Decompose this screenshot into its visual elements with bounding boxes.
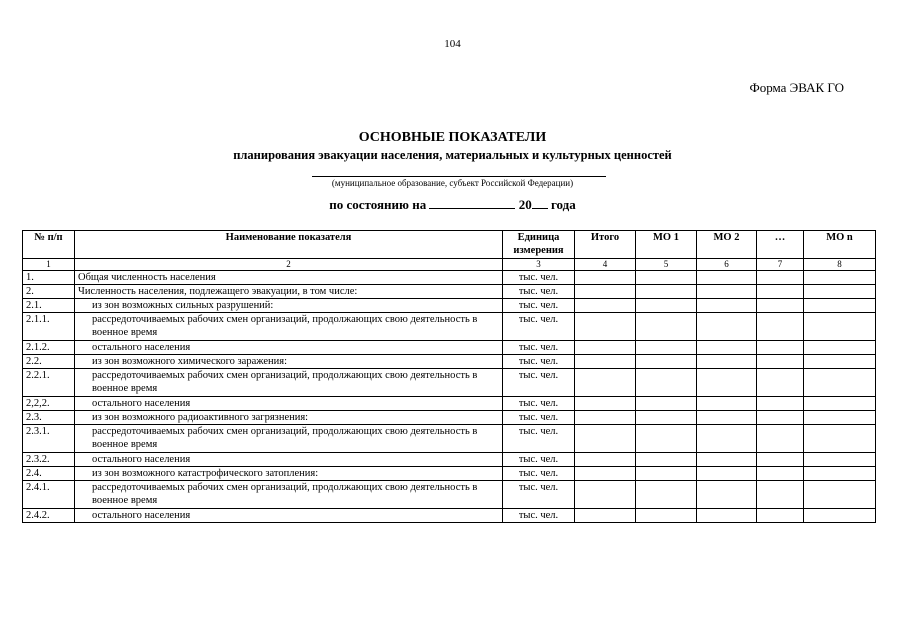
document-title: ОСНОВНЫЕ ПОКАЗАТЕЛИ — [358, 130, 547, 145]
value-cell — [636, 481, 697, 509]
value-cell — [636, 285, 697, 299]
indicator-name: Общая численность населения — [75, 271, 503, 285]
value-cell — [757, 313, 804, 341]
row-number: 2.2. — [23, 355, 75, 369]
row-number: 2.1. — [23, 299, 75, 313]
date-blank — [429, 198, 515, 209]
table-row — [23, 425, 876, 453]
value-cell — [804, 355, 876, 369]
value-cell — [697, 453, 757, 467]
value-cell — [697, 355, 757, 369]
column-number-row — [23, 259, 876, 271]
unit-cell: тыс. чел. — [503, 285, 575, 299]
value-cell — [575, 453, 636, 467]
value-cell — [575, 285, 636, 299]
unit-cell: тыс. чел. — [503, 481, 575, 509]
indicator-name: остального населения — [75, 453, 503, 467]
value-cell — [757, 411, 804, 425]
row-number: 2.2.1. — [23, 369, 75, 397]
row-number: 2.1.2. — [23, 341, 75, 355]
indicator-name: остального населения — [75, 341, 503, 355]
value-cell — [697, 341, 757, 355]
indicator-name: остального населения — [75, 509, 503, 523]
unit-cell: тыс. чел. — [503, 425, 575, 453]
value-cell — [636, 453, 697, 467]
column-number: 6 — [697, 259, 757, 271]
table-row — [23, 453, 876, 467]
value-cell — [575, 369, 636, 397]
row-number: 2.3.2. — [23, 453, 75, 467]
value-cell — [804, 467, 876, 481]
value-cell — [757, 509, 804, 523]
table-row — [23, 271, 876, 285]
unit-cell: тыс. чел. — [503, 299, 575, 313]
value-cell — [757, 355, 804, 369]
value-cell — [697, 271, 757, 285]
row-number: 2. — [23, 285, 75, 299]
unit-cell: тыс. чел. — [503, 411, 575, 425]
column-number: 8 — [804, 259, 876, 271]
indicator-name: из зон возможного радиоактивного загрязнения: — [75, 411, 503, 425]
value-cell — [804, 271, 876, 285]
value-cell — [804, 313, 876, 341]
value-cell — [575, 425, 636, 453]
value-cell — [575, 271, 636, 285]
indicator-name: из зон возможных сильных разрушений: — [75, 299, 503, 313]
column-number: 7 — [757, 259, 804, 271]
value-cell — [757, 285, 804, 299]
column-number: 5 — [636, 259, 697, 271]
table-header-row — [23, 231, 876, 259]
unit-cell: тыс. чел. — [503, 355, 575, 369]
value-cell — [575, 355, 636, 369]
value-cell — [757, 467, 804, 481]
table-row — [23, 411, 876, 425]
value-cell — [636, 369, 697, 397]
row-number: 2,2,2. — [23, 397, 75, 411]
table-row — [23, 355, 876, 369]
value-cell — [697, 299, 757, 313]
unit-cell: тыс. чел. — [503, 369, 575, 397]
value-cell — [636, 397, 697, 411]
header-cell: № п/п — [23, 231, 75, 259]
table-row — [23, 285, 876, 299]
value-cell — [697, 285, 757, 299]
indicator-name: Численность населения, подлежащего эвакуации, в том числе: — [75, 285, 503, 299]
value-cell — [575, 313, 636, 341]
value-cell — [575, 481, 636, 509]
value-cell — [804, 481, 876, 509]
value-cell — [757, 299, 804, 313]
value-cell — [757, 425, 804, 453]
table-row — [23, 299, 876, 313]
value-cell — [804, 453, 876, 467]
column-number: 1 — [23, 259, 75, 271]
value-cell — [575, 467, 636, 481]
value-cell — [575, 411, 636, 425]
table-row — [23, 397, 876, 411]
row-number: 2.3.1. — [23, 425, 75, 453]
value-cell — [575, 509, 636, 523]
value-cell — [636, 313, 697, 341]
header-cell: … — [757, 231, 804, 259]
unit-cell: тыс. чел. — [503, 397, 575, 411]
value-cell — [804, 397, 876, 411]
unit-cell: тыс. чел. — [503, 453, 575, 467]
value-cell — [757, 397, 804, 411]
value-cell — [804, 341, 876, 355]
row-number: 1. — [23, 271, 75, 285]
value-cell — [575, 397, 636, 411]
value-cell — [636, 271, 697, 285]
page-number: 104 — [444, 38, 461, 50]
unit-cell: тыс. чел. — [503, 341, 575, 355]
table-row — [23, 467, 876, 481]
table-row — [23, 341, 876, 355]
date-prefix: по состоянию на — [329, 197, 427, 212]
date-line — [0, 197, 905, 213]
value-cell — [804, 369, 876, 397]
header-cell: Единица измерения — [503, 231, 575, 259]
unit-cell: тыс. чел. — [503, 509, 575, 523]
value-cell — [804, 509, 876, 523]
form-code: Форма ЭВАК ГО — [749, 80, 844, 95]
value-cell — [697, 481, 757, 509]
year-blank — [532, 198, 548, 209]
value-cell — [804, 411, 876, 425]
date-suffix: года — [550, 197, 576, 212]
table-row — [23, 481, 876, 509]
header-cell: МО 1 — [636, 231, 697, 259]
value-cell — [804, 425, 876, 453]
value-cell — [697, 509, 757, 523]
year-prefix: 20 — [518, 197, 532, 212]
table-row — [23, 369, 876, 397]
value-cell — [757, 369, 804, 397]
value-cell — [757, 271, 804, 285]
municipality-caption: (муниципальное образование, субъект Российской Федерации) — [331, 178, 574, 188]
value-cell — [636, 509, 697, 523]
header-cell: Итого — [575, 231, 636, 259]
unit-cell: тыс. чел. — [503, 271, 575, 285]
table-row — [23, 509, 876, 523]
value-cell — [697, 313, 757, 341]
value-cell — [636, 341, 697, 355]
row-number: 2.4.2. — [23, 509, 75, 523]
indicator-name: из зон возможного химического заражения: — [75, 355, 503, 369]
header-cell: Наименование показателя — [75, 231, 503, 259]
indicator-name: рассредоточиваемых рабочих смен организаций, продолжающих свою деятельность в военное время — [75, 369, 503, 397]
value-cell — [804, 285, 876, 299]
value-cell — [575, 299, 636, 313]
value-cell — [757, 341, 804, 355]
indicator-name: из зон возможного катастрофического затопления: — [75, 467, 503, 481]
unit-cell: тыс. чел. — [503, 467, 575, 481]
row-number: 2.3. — [23, 411, 75, 425]
value-cell — [697, 397, 757, 411]
value-cell — [697, 369, 757, 397]
indicator-name: остального населения — [75, 397, 503, 411]
value-cell — [575, 341, 636, 355]
value-cell — [636, 425, 697, 453]
row-number: 2.4. — [23, 467, 75, 481]
value-cell — [636, 411, 697, 425]
row-number: 2.4.1. — [23, 481, 75, 509]
column-number: 4 — [575, 259, 636, 271]
value-cell — [636, 299, 697, 313]
indicator-name: рассредоточиваемых рабочих смен организаций, продолжающих свою деятельность в военное время — [75, 481, 503, 509]
value-cell — [757, 453, 804, 467]
header-cell: МО 2 — [697, 231, 757, 259]
value-cell — [697, 425, 757, 453]
value-cell — [804, 299, 876, 313]
value-cell — [757, 481, 804, 509]
column-number: 2 — [75, 259, 503, 271]
document-subtitle: планирования эвакуации населения, материальных и культурных ценностей — [233, 148, 672, 162]
value-cell — [697, 411, 757, 425]
municipality-blank-line — [312, 176, 606, 177]
value-cell — [636, 467, 697, 481]
value-cell — [697, 467, 757, 481]
unit-cell: тыс. чел. — [503, 313, 575, 341]
header-cell: МО n — [804, 231, 876, 259]
column-number: 3 — [503, 259, 575, 271]
table-row — [23, 313, 876, 341]
indicator-name: рассредоточиваемых рабочих смен организаций, продолжающих свою деятельность в военное время — [75, 313, 503, 341]
value-cell — [636, 355, 697, 369]
indicators-table — [22, 230, 876, 523]
row-number: 2.1.1. — [23, 313, 75, 341]
indicator-name: рассредоточиваемых рабочих смен организаций, продолжающих свою деятельность в военное время — [75, 425, 503, 453]
